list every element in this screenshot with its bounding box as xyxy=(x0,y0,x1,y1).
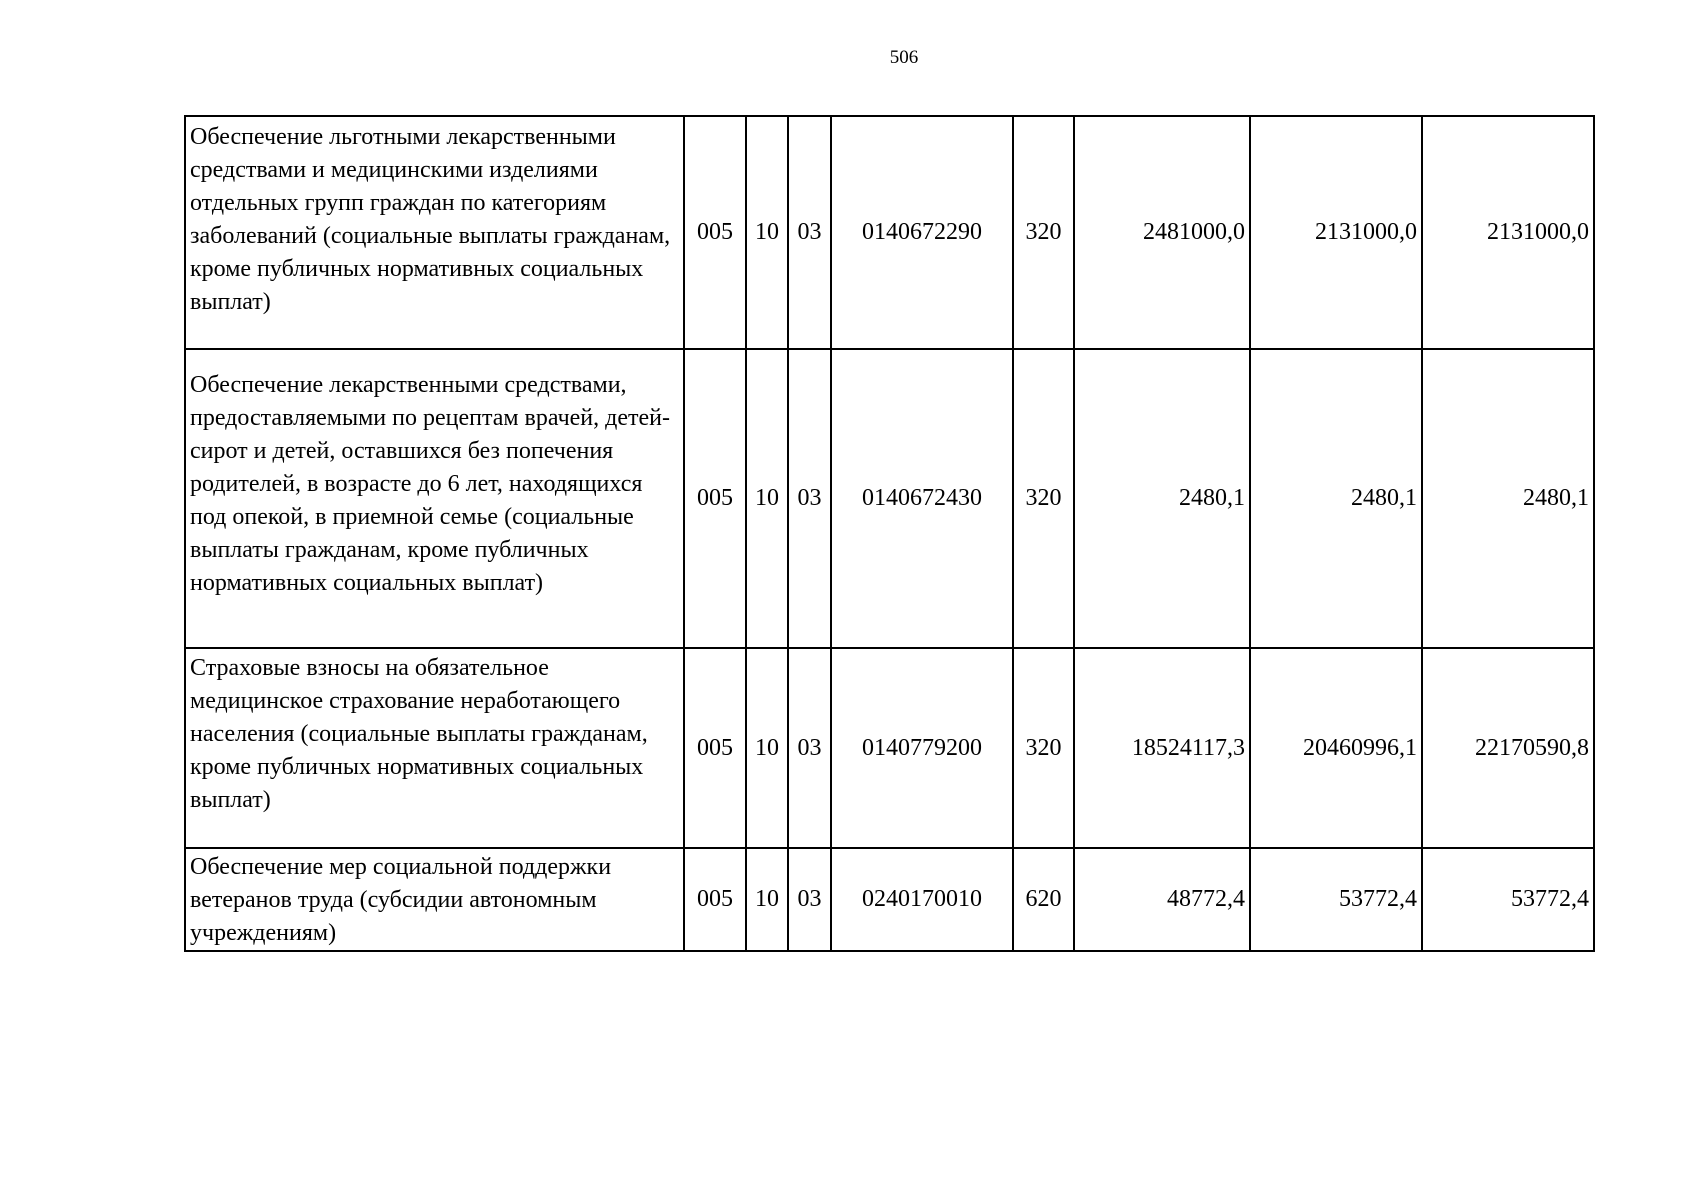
description-text: Обеспечение лекарственными средствами, предоставляемыми по рецептам врачей, детей-сирот и детей, оставшихся без попечения родителей, в возрасте до 6 лет, находящихся под опекой, в приемной семье (социальные выплаты гражданам, кроме публичных нормативных социальных выплат) xyxy=(190,372,670,596)
target-article-cell: 0140672430 xyxy=(831,349,1013,648)
amount-2-cell: 2480,1 xyxy=(1250,349,1422,648)
section-code-cell: 10 xyxy=(746,848,788,951)
table-row xyxy=(185,116,1594,349)
amount-3-cell: 22170590,8 xyxy=(1422,648,1594,848)
budget-table xyxy=(184,115,1595,952)
expense-type-cell: 320 xyxy=(1013,349,1074,648)
subsection-code-cell: 03 xyxy=(788,116,831,349)
expense-type-cell: 320 xyxy=(1013,648,1074,848)
ministry-code-cell: 005 xyxy=(684,848,746,951)
description-cell xyxy=(185,349,684,648)
description-cell xyxy=(185,116,684,349)
table-row xyxy=(185,648,1594,848)
subsection-code-cell: 03 xyxy=(788,648,831,848)
section-code-cell: 10 xyxy=(746,648,788,848)
description-text: Обеспечение льготными лекарственными средствами и медицинскими изделиями отдельных групп граждан по категориям заболеваний (социальные выплаты гражданам, кроме публичных нормативных социальных выплат) xyxy=(190,123,671,315)
section-code-cell: 10 xyxy=(746,116,788,349)
ministry-code-cell: 005 xyxy=(684,648,746,848)
description-text: Страховые взносы на обязательное медицинское страхование неработающего населения (социальные выплаты гражданам, кроме публичных нормативных социальных выплат) xyxy=(190,654,648,813)
target-article-cell: 0240170010 xyxy=(831,848,1013,951)
amount-2-cell: 2131000,0 xyxy=(1250,116,1422,349)
amount-2-cell: 53772,4 xyxy=(1250,848,1422,951)
amount-3-cell: 2480,1 xyxy=(1422,349,1594,648)
target-article-cell: 0140672290 xyxy=(831,116,1013,349)
description-cell xyxy=(185,848,684,951)
table-row xyxy=(185,349,1594,648)
target-article-cell: 0140779200 xyxy=(831,648,1013,848)
amount-3-cell: 53772,4 xyxy=(1422,848,1594,951)
ministry-code-cell: 005 xyxy=(684,116,746,349)
page-number: 506 xyxy=(889,47,919,68)
subsection-code-cell: 03 xyxy=(788,349,831,648)
amount-1-cell: 2481000,0 xyxy=(1074,116,1250,349)
amount-3-cell: 2131000,0 xyxy=(1422,116,1594,349)
ministry-code-cell: 005 xyxy=(684,349,746,648)
amount-1-cell: 18524117,3 xyxy=(1074,648,1250,848)
description-cell xyxy=(185,648,684,848)
amount-1-cell: 48772,4 xyxy=(1074,848,1250,951)
subsection-code-cell: 03 xyxy=(788,848,831,951)
expense-type-cell: 620 xyxy=(1013,848,1074,951)
section-code-cell: 10 xyxy=(746,349,788,648)
amount-2-cell: 20460996,1 xyxy=(1250,648,1422,848)
description-text: Обеспечение мер социальной поддержки ветеранов труда (субсидии автономным учреждениям) xyxy=(190,854,612,946)
expense-type-cell: 320 xyxy=(1013,116,1074,349)
amount-1-cell: 2480,1 xyxy=(1074,349,1250,648)
table-row xyxy=(185,848,1594,951)
